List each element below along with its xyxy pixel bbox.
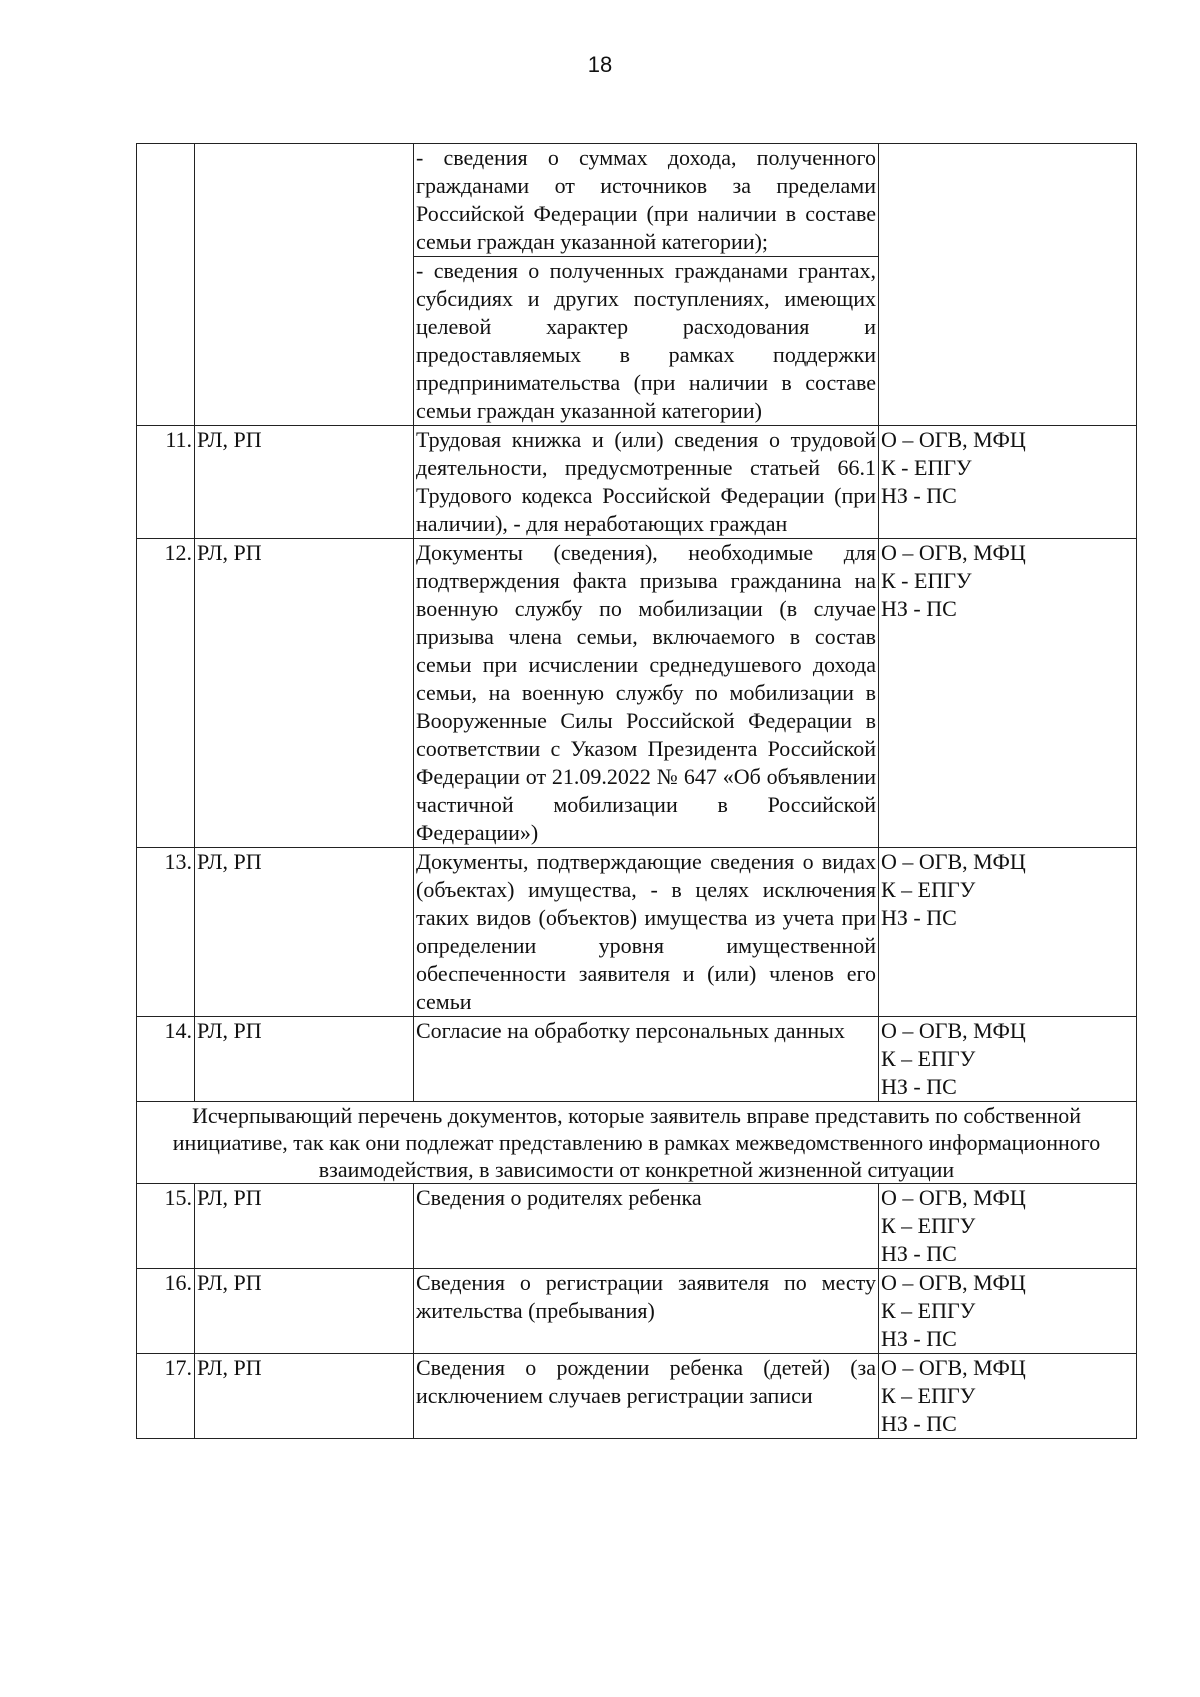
cell-category: РЛ, РП xyxy=(195,1017,414,1102)
way-item: О – ОГВ, МФЦ xyxy=(881,1018,1026,1043)
cell-category xyxy=(195,144,414,257)
cell-category: РЛ, РП xyxy=(195,1354,414,1439)
cell-ways xyxy=(879,426,1137,539)
way-item: О – ОГВ, МФЦ xyxy=(881,427,1026,452)
section-heading: Исчерпывающий перечень документов, которые заявитель вправе представить по собственной инициативе, так как они подлежат представлению в рамках межведомственного информационного взаимодействия, в зависимости от конкретной жизненной ситуации xyxy=(137,1102,1137,1184)
cell-number: 16. xyxy=(137,1269,195,1354)
cell-category: РЛ, РП xyxy=(195,848,414,1017)
way-item: НЗ - ПС xyxy=(881,596,957,621)
way-item: О – ОГВ, МФЦ xyxy=(881,1355,1026,1380)
table-row-continuation-2 xyxy=(137,257,1137,426)
table-row xyxy=(137,1354,1137,1439)
cell-ways xyxy=(879,1184,1137,1269)
documents-table xyxy=(136,143,1137,1439)
cell-ways xyxy=(879,1017,1137,1102)
way-item: НЗ - ПС xyxy=(881,1326,957,1351)
cell-number: 17. xyxy=(137,1354,195,1439)
way-item: К – ЕПГУ xyxy=(881,877,976,902)
cell-ways xyxy=(879,1269,1137,1354)
way-item: К – ЕПГУ xyxy=(881,1298,976,1323)
cell-category: РЛ, РП xyxy=(195,539,414,848)
cell-category xyxy=(195,257,414,426)
way-item: О – ОГВ, МФЦ xyxy=(881,1270,1026,1295)
cell-document: Сведения о родителях ребенка xyxy=(414,1184,879,1269)
way-item: К - ЕПГУ xyxy=(881,455,972,480)
cell-number xyxy=(137,144,195,257)
cell-number: 14. xyxy=(137,1017,195,1102)
cell-ways xyxy=(879,257,1137,426)
cell-category: РЛ, РП xyxy=(195,1269,414,1354)
table-row xyxy=(137,848,1137,1017)
section-heading-row xyxy=(137,1102,1137,1184)
way-item: НЗ - ПС xyxy=(881,483,957,508)
way-item: К – ЕПГУ xyxy=(881,1213,976,1238)
way-item: НЗ - ПС xyxy=(881,1241,957,1266)
table-row-continuation-1 xyxy=(137,144,1137,257)
cell-category: РЛ, РП xyxy=(195,426,414,539)
cell-ways xyxy=(879,144,1137,257)
cell-category: РЛ, РП xyxy=(195,1184,414,1269)
table-row xyxy=(137,1184,1137,1269)
table-row xyxy=(137,539,1137,848)
way-item: О – ОГВ, МФЦ xyxy=(881,540,1026,565)
cell-document: Трудовая книжка и (или) сведения о трудовой деятельности, предусмотренные статьей 66.1 Трудового кодекса Российской Федерации (при наличии), - для неработающих граждан xyxy=(414,426,879,539)
way-item: К – ЕПГУ xyxy=(881,1046,976,1071)
cell-document: Сведения о регистрации заявителя по месту жительства (пребывания) xyxy=(414,1269,879,1354)
way-item: НЗ - ПС xyxy=(881,1074,957,1099)
cell-number: 12. xyxy=(137,539,195,848)
cell-document: Документы (сведения), необходимые для подтверждения факта призыва гражданина на военную службу по мобилизации (в случае призыва члена семьи, включаемого в состав семьи при исчислении среднедушевого дохода семьи, на военную службу по мобилизации в Вооруженные Силы Российской Федерации в соответствии с Указом Президента Российской Федерации от 21.09.2022 № 647 «Об объявлении частичной мобилизации в Российской Федерации») xyxy=(414,539,879,848)
cell-document: - сведения о суммах дохода, полученного гражданами от источников за пределами Российской Федерации (при наличии в составе семьи граждан указанной категории); xyxy=(414,144,879,257)
way-item: К – ЕПГУ xyxy=(881,1383,976,1408)
cell-ways xyxy=(879,1354,1137,1439)
way-item: НЗ - ПС xyxy=(881,1411,957,1436)
cell-document: Документы, подтверждающие сведения о видах (объектах) имущества, - в целях исключения таких видов (объектов) имущества из учета при определении уровня имущественной обеспеченности заявителя и (или) членов его семьи xyxy=(414,848,879,1017)
cell-number: 11. xyxy=(137,426,195,539)
cell-document: - сведения о полученных гражданами грантах, субсидиях и других поступлениях, имеющих целевой характер расходования и предоставляемых в рамках поддержки предпринимательства (при наличии в составе семьи граждан указанной категории) xyxy=(414,257,879,426)
way-item: О – ОГВ, МФЦ xyxy=(881,1185,1026,1210)
cell-number: 15. xyxy=(137,1184,195,1269)
cell-document: Согласие на обработку персональных данных xyxy=(414,1017,879,1102)
cell-number xyxy=(137,257,195,426)
cell-number: 13. xyxy=(137,848,195,1017)
table-row xyxy=(137,1017,1137,1102)
table-row xyxy=(137,426,1137,539)
way-item: НЗ - ПС xyxy=(881,905,957,930)
table-row xyxy=(137,1269,1137,1354)
cell-document: Сведения о рождении ребенка (детей) (за исключением случаев регистрации записи xyxy=(414,1354,879,1439)
cell-ways xyxy=(879,539,1137,848)
cell-ways xyxy=(879,848,1137,1017)
way-item: К - ЕПГУ xyxy=(881,568,972,593)
way-item: О – ОГВ, МФЦ xyxy=(881,849,1026,874)
page-number: 18 xyxy=(587,52,613,77)
